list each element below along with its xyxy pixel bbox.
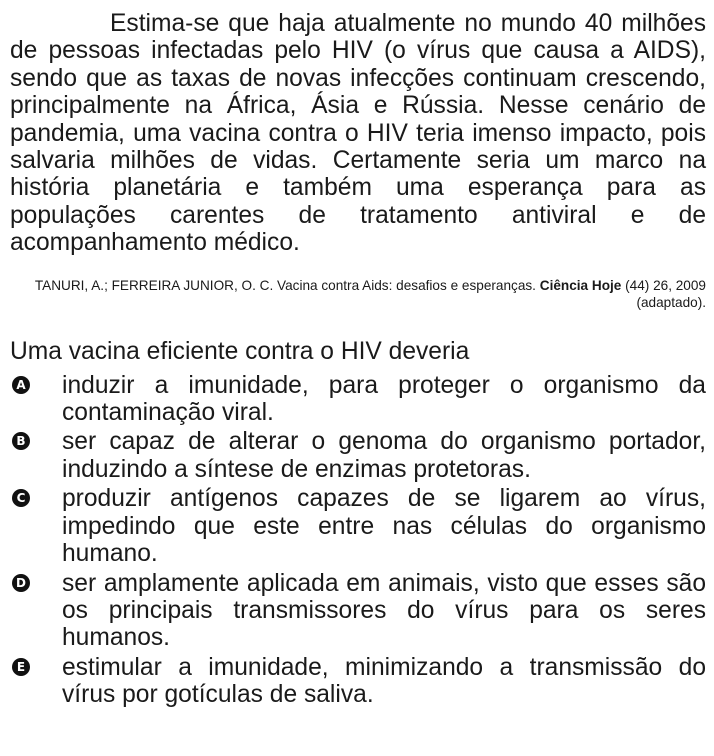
option-c[interactable] — [10, 485, 706, 567]
option-c-text: produzir antígenos capazes de se ligarem ao vírus, impedindo que este entre nas células do organismo humano. — [62, 485, 706, 568]
question-stem: Uma vacina eficiente contra o HIV deveria — [10, 337, 470, 365]
option-e[interactable] — [10, 654, 706, 709]
option-b[interactable] — [10, 428, 706, 483]
option-d-text: ser amplamente aplicada em animais, visto que esses são os principais transmissores do vírus para os seres humanos. — [62, 569, 706, 652]
option-a-letter-icon: A — [12, 376, 30, 394]
answer-options — [10, 372, 706, 709]
option-d-letter-icon: D — [12, 574, 30, 592]
passage-text: Estima-se que haja atualmente no mundo 40 milhões de pessoas infectadas pelo HIV (o vírus que causa a AIDS), sendo que as taxas de novas infecções continuam crescendo, principalmente na África, Ásia e Rússia. Nesse cenário de pandemia, uma vacina contra o HIV teria imenso impacto, pois salvaria milhões de vidas. Certamente seria um marco na história planetária e também uma esperança para as populações carentes de tratamento antiviral e de acompanhamento médico. — [10, 10, 706, 257]
option-b-letter-icon: B — [12, 432, 30, 450]
option-a-text: induzir a imunidade, para proteger o organismo da contaminação viral. — [62, 371, 706, 427]
option-e-text: estimular a imunidade, minimizando a transmissão do vírus por gotículas de saliva. — [62, 653, 706, 709]
citation — [10, 277, 706, 311]
citation-details: (44) 26, 2009 (adaptado). — [621, 277, 706, 310]
option-b-text: ser capaz de alterar o genoma do organismo portador, induzindo a síntese de enzimas protetoras. — [62, 428, 706, 483]
option-d[interactable] — [10, 570, 706, 652]
citation-journal: Ciência Hoje — [539, 277, 622, 293]
option-a[interactable] — [10, 372, 706, 427]
citation-authors: TANURI, A.; FERREIRA JUNIOR, O. C. Vacina contra Aids: desafios e esperanças. — [34, 277, 540, 293]
option-c-letter-icon: C — [12, 489, 30, 507]
option-e-letter-icon: E — [12, 658, 30, 676]
